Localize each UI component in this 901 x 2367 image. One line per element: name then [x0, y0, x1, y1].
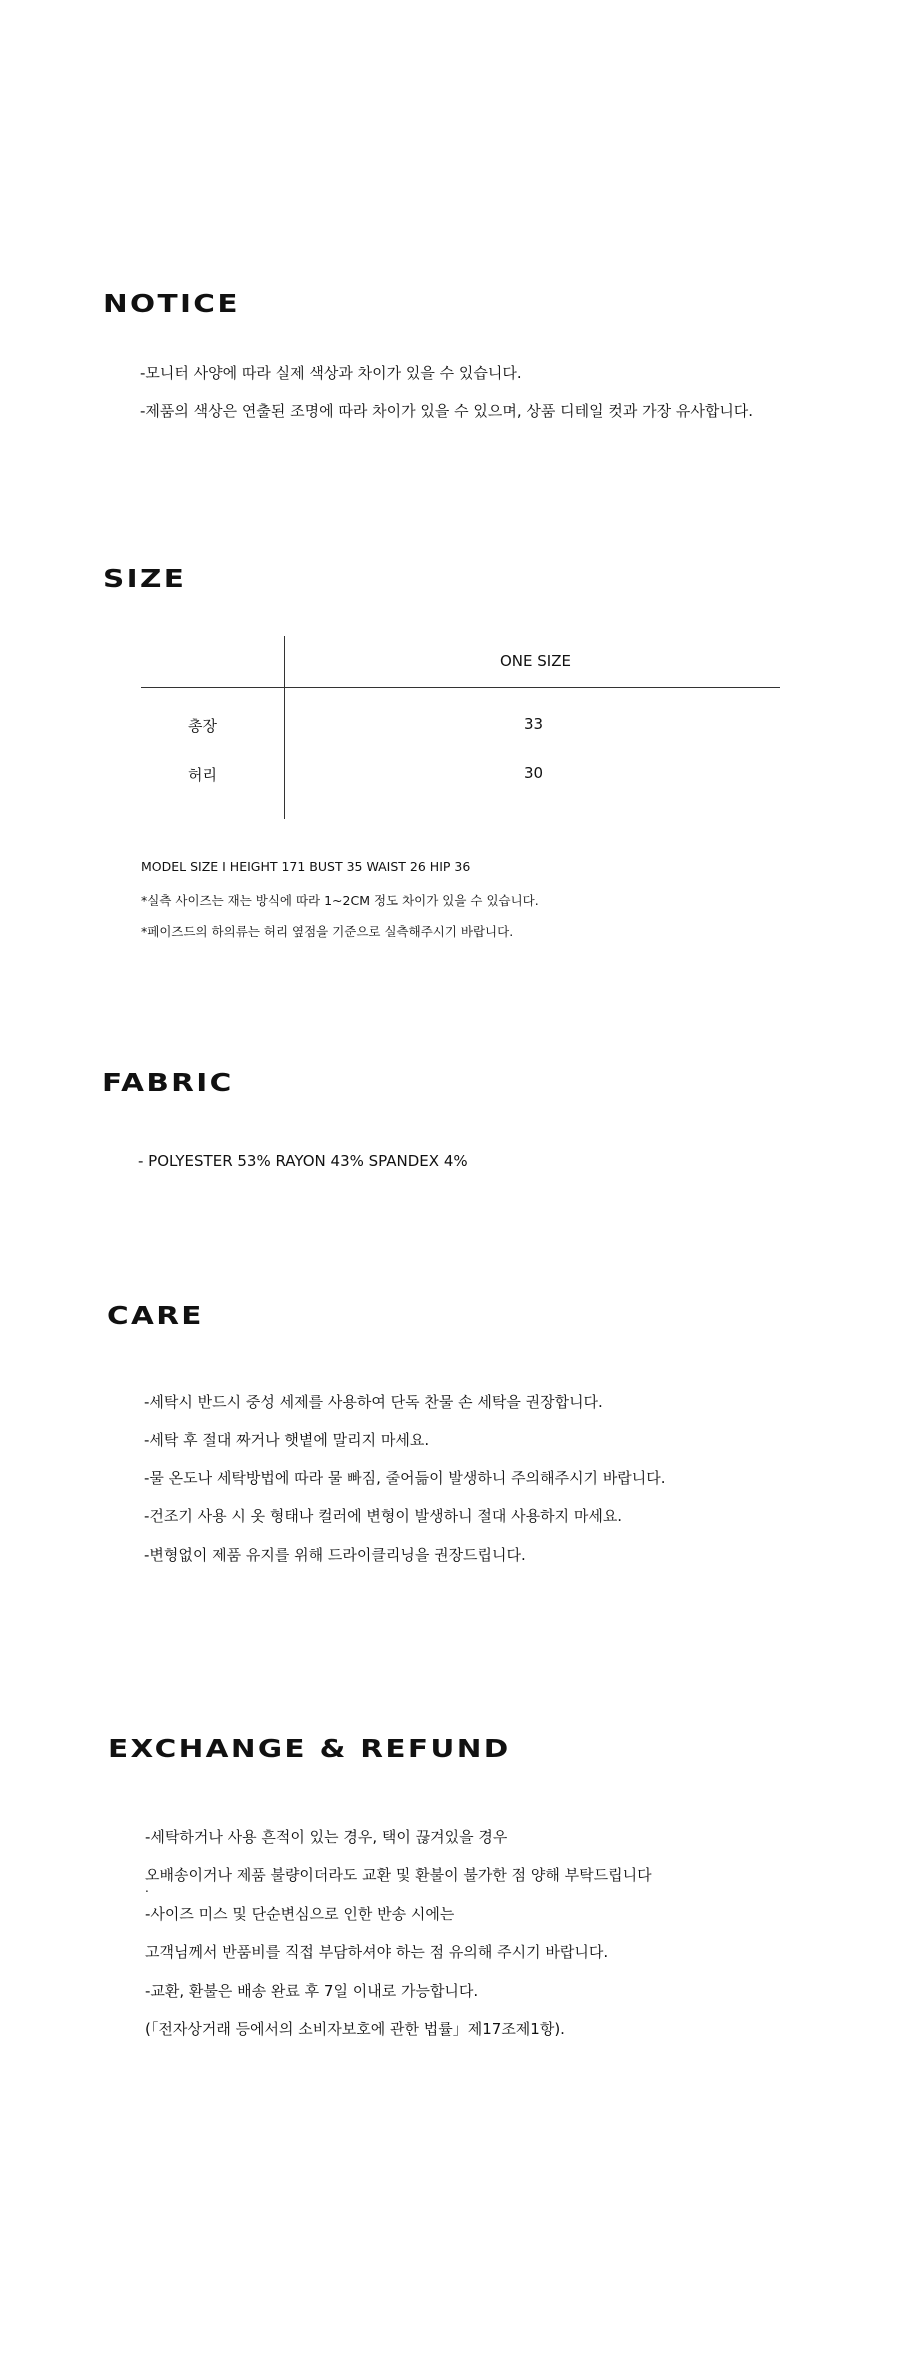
- exchange-line-3: -사이즈 미스 및 단순변심으로 인한 반송 시에는: [145, 1905, 455, 1923]
- fabric-heading: FABRIC: [102, 1068, 234, 1097]
- fabric-composition: - POLYESTER 53% RAYON 43% SPANDEX 4%: [138, 1152, 468, 1170]
- notice-line-2: -제품의 색상은 연출된 조명에 따라 차이가 있을 수 있으며, 상품 디테일 컷과 가장 유사합니다.: [140, 402, 754, 420]
- size-row-label-length: 총장: [188, 717, 217, 735]
- size-row-value-length: 33: [524, 715, 544, 733]
- size-heading: SIZE: [103, 564, 187, 593]
- model-size-note: MODEL SIZE I HEIGHT 171 BUST 35 WAIST 26 HIP 36: [141, 859, 471, 874]
- exchange-line-2: 오배송이거나 제품 불량이더라도 교환 및 환불이 불가한 점 양해 부탁드립니다: [145, 1866, 652, 1884]
- size-row-value-waist: 30: [524, 764, 544, 782]
- notice-line-1: -모니터 사양에 따라 실제 색상과 차이가 있을 수 있습니다.: [140, 364, 522, 382]
- exchange-line-6: (「전자상거래 등에서의 소비자보호에 관한 법률」제17조제1항).: [145, 2020, 565, 2038]
- care-heading: CARE: [107, 1301, 204, 1330]
- exchange-line-4: 고객님께서 반품비를 직접 부담하셔야 하는 점 유의해 주시기 바랍니다.: [145, 1943, 609, 1961]
- care-line-3: -물 온도나 세탁방법에 따라 물 빠짐, 줄어듦이 발생하니 주의해주시기 바랍니다.: [144, 1469, 666, 1487]
- notice-heading: NOTICE: [103, 289, 240, 318]
- care-line-2: -세탁 후 절대 짜거나 햇볕에 말리지 마세요.: [144, 1431, 430, 1449]
- exchange-line-5: -교환, 환불은 배송 완료 후 7일 이내로 가능합니다.: [145, 1982, 479, 2000]
- size-measure-note: *실측 사이즈는 재는 방식에 따라 1~2CM 정도 차이가 있을 수 있습니다.: [141, 893, 539, 908]
- waist-measure-note: *페이즈드의 하의류는 허리 옆점을 기준으로 실측해주시기 바랍니다.: [141, 924, 514, 939]
- size-table-vertical-divider: [284, 636, 285, 819]
- exchange-line-1: -세탁하거나 사용 흔적이 있는 경우, 택이 끊겨있을 경우: [145, 1828, 508, 1846]
- care-line-5: -변형없이 제품 유지를 위해 드라이클리닝을 권장드립니다.: [144, 1546, 526, 1564]
- care-line-1: -세탁시 반드시 중성 세제를 사용하여 단독 찬물 손 세탁을 권장합니다.: [144, 1393, 603, 1411]
- size-row-label-waist: 허리: [188, 766, 217, 784]
- size-column-header: ONE SIZE: [500, 652, 571, 670]
- exchange-line-period: .: [145, 1881, 149, 1895]
- exchange-heading: EXCHANGE & REFUND: [108, 1734, 511, 1763]
- size-table-header-divider: [141, 687, 780, 688]
- care-line-4: -건조기 사용 시 옷 형태나 컬러에 변형이 발생하니 절대 사용하지 마세요.: [144, 1507, 623, 1525]
